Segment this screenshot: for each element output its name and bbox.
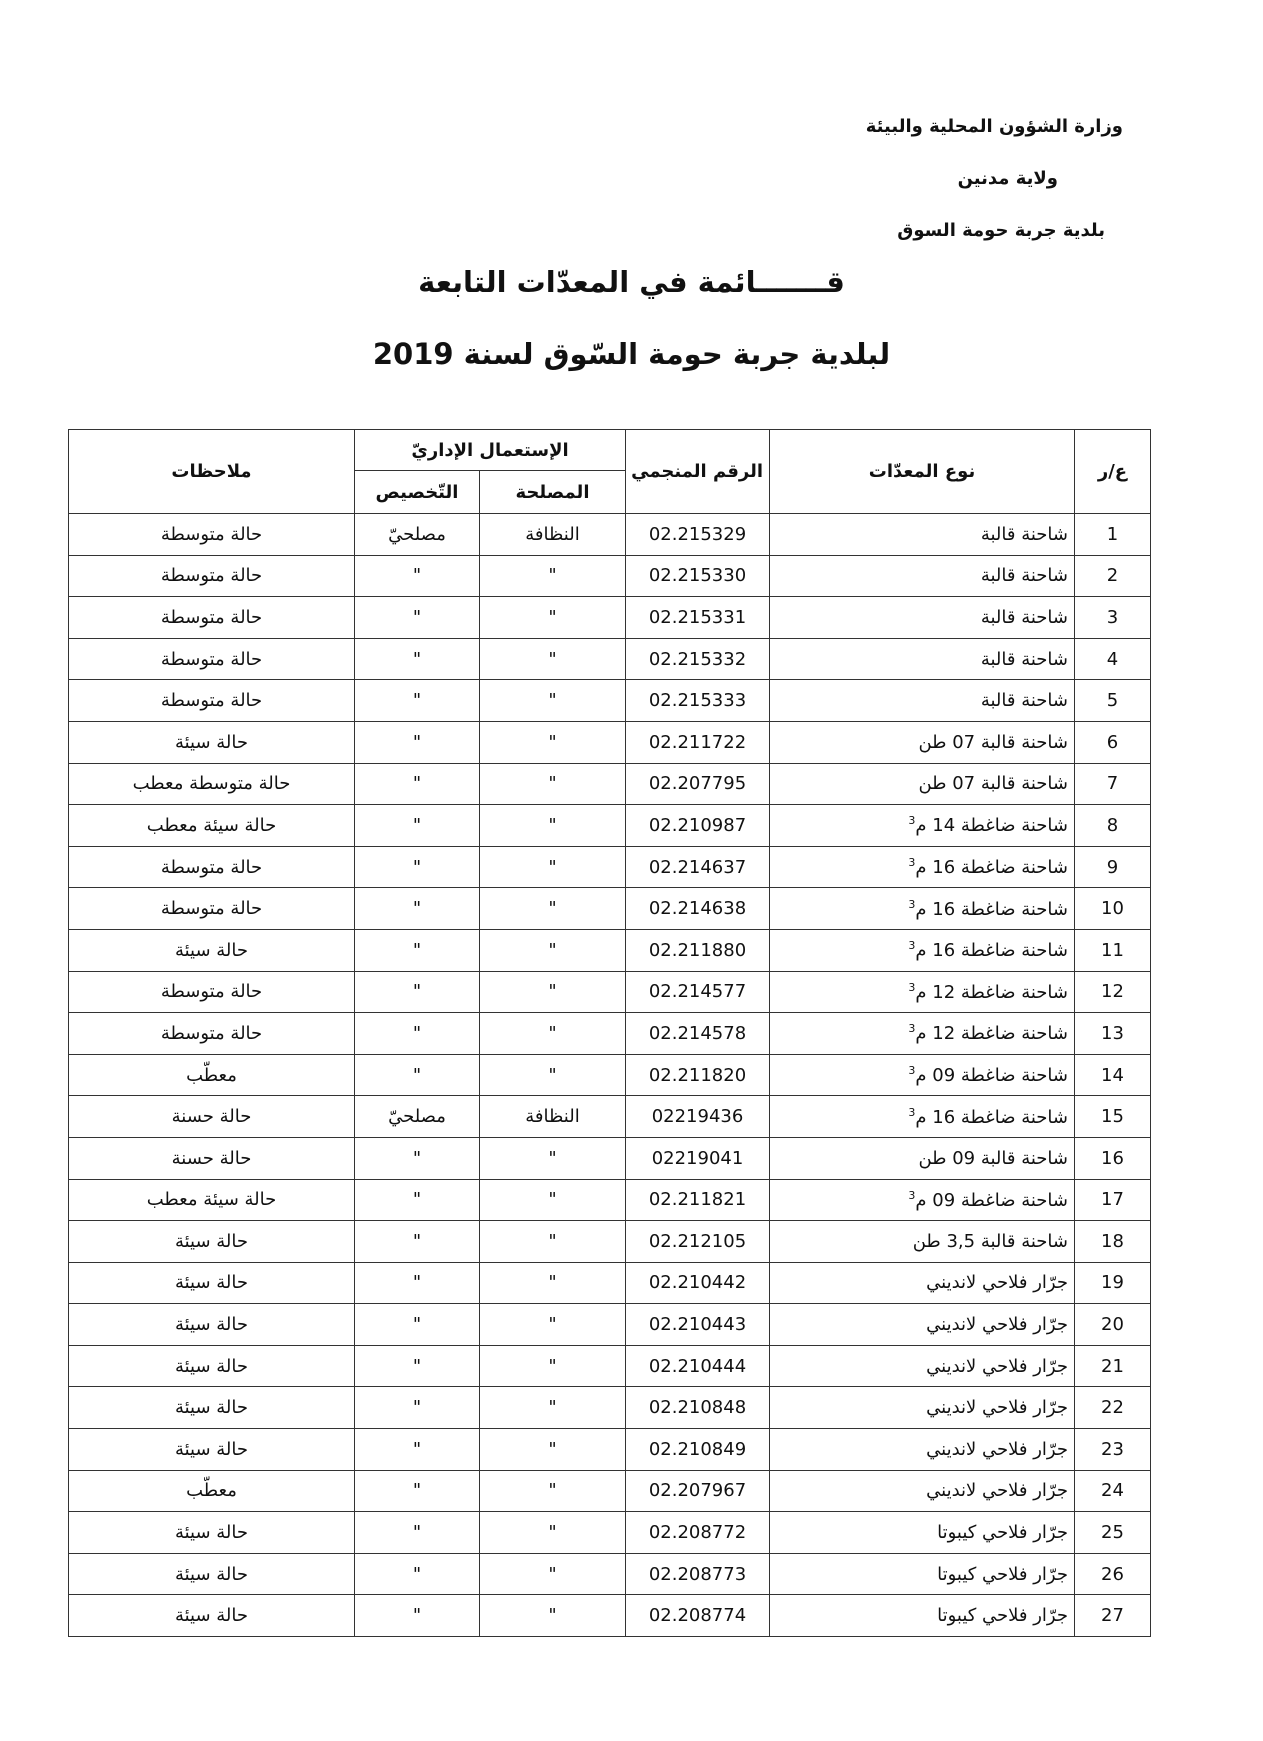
header-notes: ملاحظات (69, 430, 355, 514)
row-notes: حالة سيئة معطب (69, 1179, 355, 1221)
row-registration: 02.215329 (626, 514, 770, 556)
table-row (69, 1387, 1151, 1429)
row-notes: حالة متوسطة (69, 555, 355, 597)
row-registration: 02.214638 (626, 888, 770, 930)
row-num: 25 (1075, 1512, 1151, 1554)
equipment-type-text: شاحنة ضاغطة 09 م (915, 1189, 1068, 1211)
row-registration: 02.214637 (626, 846, 770, 888)
equipment-type-text: جرّار فلاحي لانديني (926, 1272, 1068, 1294)
table-row (69, 1137, 1151, 1179)
row-equipment-type (770, 680, 1075, 722)
row-service: " (480, 763, 626, 805)
equipment-type-text: جرّار فلاحي كيبوتا (937, 1522, 1068, 1544)
document-header (866, 112, 1123, 268)
equipment-type-text: شاحنة ضاغطة 12 م (915, 1023, 1068, 1045)
equipment-type-text: شاحنة قالبة (980, 523, 1068, 545)
equipment-type-text: شاحنة قالبة (980, 648, 1068, 670)
table-row (69, 805, 1151, 847)
row-service: " (480, 555, 626, 597)
table-row (69, 1595, 1151, 1637)
row-allocation: " (355, 680, 480, 722)
header-num: ع/ر (1075, 430, 1151, 514)
equipment-type-text: شاحنة قالبة 09 طن (918, 1147, 1068, 1169)
row-num: 26 (1075, 1553, 1151, 1595)
row-allocation: " (355, 555, 480, 597)
row-service: " (480, 1179, 626, 1221)
equipment-type-text: جرّار فلاحي لانديني (926, 1397, 1068, 1419)
unit-superscript: 3 (908, 980, 916, 994)
equipment-type-text: شاحنة ضاغطة 16 م (915, 940, 1068, 962)
row-allocation: " (355, 1054, 480, 1096)
row-service: " (480, 721, 626, 763)
row-service: " (480, 888, 626, 930)
equipment-type-text: شاحنة قالبة (980, 690, 1068, 712)
unit-superscript: 3 (908, 939, 916, 953)
equipment-type-text: شاحنة ضاغطة 14 م (915, 815, 1068, 837)
ministry-name: وزارة الشؤون المحلية والبيئة (865, 116, 1123, 137)
table-row (69, 597, 1151, 639)
row-num: 15 (1075, 1096, 1151, 1138)
row-equipment-type (770, 1096, 1075, 1138)
row-notes: حالة متوسطة (69, 514, 355, 556)
row-allocation: " (355, 1470, 480, 1512)
row-allocation: " (355, 1429, 480, 1471)
row-notes: حالة متوسطة معطب (69, 763, 355, 805)
row-service: " (480, 597, 626, 639)
row-service: " (480, 971, 626, 1013)
row-service: " (480, 1595, 626, 1637)
row-equipment-type (770, 1429, 1075, 1471)
row-num: 18 (1075, 1221, 1151, 1263)
row-service: " (480, 1137, 626, 1179)
row-equipment-type (770, 721, 1075, 763)
row-allocation: " (355, 846, 480, 888)
row-allocation: مصلحيّ (355, 514, 480, 556)
equipment-type-text: شاحنة قالبة (980, 606, 1068, 628)
equipment-type-text: شاحنة قالبة (980, 565, 1068, 587)
row-registration: 02.207795 (626, 763, 770, 805)
table-row (69, 1345, 1151, 1387)
row-allocation: " (355, 929, 480, 971)
row-num: 1 (1075, 514, 1151, 556)
row-num: 17 (1075, 1179, 1151, 1221)
row-service: " (480, 929, 626, 971)
header-equipment-type: نوع المعدّات (770, 430, 1075, 514)
row-service: " (480, 1054, 626, 1096)
row-allocation: " (355, 1387, 480, 1429)
row-registration: 02.210444 (626, 1345, 770, 1387)
row-registration: 02.210443 (626, 1304, 770, 1346)
row-equipment-type (770, 1054, 1075, 1096)
header-admin-use: الإستعمال الإداريّ (355, 430, 626, 471)
row-notes: حالة سيئة (69, 1595, 355, 1637)
row-service: " (480, 1262, 626, 1304)
row-equipment-type (770, 1262, 1075, 1304)
row-notes: حالة سيئة معطب (69, 805, 355, 847)
equipment-type-text: جرّار فلاحي لانديني (926, 1314, 1068, 1336)
row-registration: 02219041 (626, 1137, 770, 1179)
row-registration: 02.215333 (626, 680, 770, 722)
row-num: 16 (1075, 1137, 1151, 1179)
row-service: " (480, 1387, 626, 1429)
row-allocation: " (355, 1137, 480, 1179)
row-registration: 02.215331 (626, 597, 770, 639)
row-notes: حالة سيئة (69, 1429, 355, 1471)
row-equipment-type (770, 846, 1075, 888)
table-row (69, 555, 1151, 597)
row-allocation: مصلحيّ (355, 1096, 480, 1138)
row-allocation: " (355, 721, 480, 763)
row-service: " (480, 1553, 626, 1595)
page-title: قـــــــائمة في المعدّات التابعة (418, 265, 845, 299)
row-num: 13 (1075, 1013, 1151, 1055)
row-registration: 02.212105 (626, 1221, 770, 1263)
row-equipment-type (770, 971, 1075, 1013)
row-allocation: " (355, 1595, 480, 1637)
row-num: 2 (1075, 555, 1151, 597)
table-row (69, 1429, 1151, 1471)
table-body (69, 514, 1151, 1637)
header-allocation: التّخصيص (355, 471, 480, 514)
row-allocation: " (355, 1221, 480, 1263)
row-equipment-type (770, 1137, 1075, 1179)
equipment-type-text: شاحنة ضاغطة 12 م (915, 981, 1068, 1003)
unit-superscript: 3 (908, 1022, 916, 1036)
row-num: 8 (1075, 805, 1151, 847)
row-num: 6 (1075, 721, 1151, 763)
row-equipment-type (770, 929, 1075, 971)
row-registration: 02.215332 (626, 638, 770, 680)
row-equipment-type (770, 805, 1075, 847)
row-notes: حالة سيئة (69, 1221, 355, 1263)
row-allocation: " (355, 1345, 480, 1387)
row-equipment-type (770, 1179, 1075, 1221)
row-registration: 02.208773 (626, 1553, 770, 1595)
row-service: " (480, 638, 626, 680)
equipment-type-text: شاحنة قالبة 07 طن (918, 731, 1068, 753)
row-equipment-type (770, 1345, 1075, 1387)
row-allocation: " (355, 1512, 480, 1554)
equipment-type-text: شاحنة قالبة 3,5 طن (912, 1230, 1068, 1252)
equipment-type-text: جرّار فلاحي كيبوتا (937, 1563, 1068, 1585)
row-service: " (480, 1345, 626, 1387)
row-equipment-type (770, 763, 1075, 805)
row-service: النظافة (480, 1096, 626, 1138)
row-equipment-type (770, 555, 1075, 597)
row-equipment-type (770, 1553, 1075, 1595)
row-notes: حالة متوسطة (69, 846, 355, 888)
row-registration: 02.210848 (626, 1387, 770, 1429)
row-service: " (480, 1304, 626, 1346)
row-service: " (480, 680, 626, 722)
row-registration: 02219436 (626, 1096, 770, 1138)
row-registration: 02.210442 (626, 1262, 770, 1304)
row-num: 9 (1075, 846, 1151, 888)
row-num: 7 (1075, 763, 1151, 805)
table-row (69, 971, 1151, 1013)
table-row (69, 1096, 1151, 1138)
row-notes: حالة متوسطة (69, 971, 355, 1013)
unit-superscript: 3 (908, 897, 916, 911)
row-registration: 02.210987 (626, 805, 770, 847)
row-notes: حالة سيئة (69, 929, 355, 971)
row-equipment-type (770, 1512, 1075, 1554)
table-row (69, 1470, 1151, 1512)
governorate-name: ولاية مدنين (957, 168, 1058, 189)
row-allocation: " (355, 1179, 480, 1221)
row-allocation: " (355, 1013, 480, 1055)
row-registration: 02.214578 (626, 1013, 770, 1055)
row-num: 5 (1075, 680, 1151, 722)
unit-superscript: 3 (908, 1064, 916, 1078)
row-num: 27 (1075, 1595, 1151, 1637)
table-row (69, 1179, 1151, 1221)
municipality-name: بلدية جربة حومة السوق (897, 220, 1105, 241)
row-registration: 02.214577 (626, 971, 770, 1013)
unit-superscript: 3 (908, 814, 916, 828)
row-num: 22 (1075, 1387, 1151, 1429)
row-allocation: " (355, 1262, 480, 1304)
row-num: 19 (1075, 1262, 1151, 1304)
table-row (69, 1221, 1151, 1263)
row-registration: 02.211820 (626, 1054, 770, 1096)
row-num: 11 (1075, 929, 1151, 971)
row-equipment-type (770, 1595, 1075, 1637)
row-allocation: " (355, 597, 480, 639)
row-allocation: " (355, 638, 480, 680)
row-equipment-type (770, 1013, 1075, 1055)
equipment-type-text: شاحنة ضاغطة 16 م (915, 898, 1068, 920)
table-row (69, 1054, 1151, 1096)
table-row (69, 1304, 1151, 1346)
row-registration: 02.211880 (626, 929, 770, 971)
equipment-type-text: شاحنة ضاغطة 16 م (915, 1106, 1068, 1128)
table-row (69, 514, 1151, 556)
row-notes: حالة سيئة (69, 1512, 355, 1554)
row-registration: 02.210849 (626, 1429, 770, 1471)
row-service: " (480, 1013, 626, 1055)
row-equipment-type (770, 888, 1075, 930)
header-service: المصلحة (480, 471, 626, 514)
table-row (69, 1512, 1151, 1554)
table-row (69, 929, 1151, 971)
row-notes: حالة سيئة (69, 1553, 355, 1595)
row-num: 14 (1075, 1054, 1151, 1096)
equipment-type-text: جرّار فلاحي لانديني (926, 1438, 1068, 1460)
row-notes: حالة متوسطة (69, 1013, 355, 1055)
row-allocation: " (355, 805, 480, 847)
row-service: " (480, 1221, 626, 1263)
row-notes: حالة متوسطة (69, 638, 355, 680)
row-allocation: " (355, 1304, 480, 1346)
row-notes: حالة سيئة (69, 1262, 355, 1304)
row-num: 3 (1075, 597, 1151, 639)
row-allocation: " (355, 763, 480, 805)
row-notes: حالة سيئة (69, 1304, 355, 1346)
row-service: " (480, 846, 626, 888)
equipment-type-text: شاحنة ضاغطة 16 م (915, 857, 1068, 879)
row-num: 12 (1075, 971, 1151, 1013)
row-service: " (480, 1470, 626, 1512)
row-notes: حالة حسنة (69, 1137, 355, 1179)
row-num: 21 (1075, 1345, 1151, 1387)
row-registration: 02.208774 (626, 1595, 770, 1637)
row-notes: حالة متوسطة (69, 888, 355, 930)
unit-superscript: 3 (908, 856, 916, 870)
equipment-table (68, 429, 1151, 1637)
row-notes: حالة سيئة (69, 1345, 355, 1387)
row-service: النظافة (480, 514, 626, 556)
row-equipment-type (770, 597, 1075, 639)
row-notes: حالة متوسطة (69, 680, 355, 722)
row-registration: 02.211821 (626, 1179, 770, 1221)
header-registration: الرقم المنجمي (626, 430, 770, 514)
row-equipment-type (770, 638, 1075, 680)
row-allocation: " (355, 1553, 480, 1595)
table-row (69, 680, 1151, 722)
table-row (69, 721, 1151, 763)
row-allocation: " (355, 971, 480, 1013)
row-notes: حالة سيئة (69, 1387, 355, 1429)
row-equipment-type (770, 1387, 1075, 1429)
row-registration: 02.208772 (626, 1512, 770, 1554)
row-service: " (480, 805, 626, 847)
table-row (69, 1262, 1151, 1304)
equipment-type-text: جرّار فلاحي كيبوتا (937, 1605, 1068, 1627)
row-num: 10 (1075, 888, 1151, 930)
row-allocation: " (355, 888, 480, 930)
row-equipment-type (770, 1470, 1075, 1512)
table-row (69, 638, 1151, 680)
row-notes: حالة حسنة (69, 1096, 355, 1138)
row-num: 20 (1075, 1304, 1151, 1346)
row-notes: حالة سيئة (69, 721, 355, 763)
equipment-type-text: شاحنة قالبة 07 طن (918, 773, 1068, 795)
unit-superscript: 3 (908, 1188, 916, 1202)
row-registration: 02.207967 (626, 1470, 770, 1512)
row-equipment-type (770, 1221, 1075, 1263)
row-notes: معطّب (69, 1054, 355, 1096)
equipment-type-text: جرّار فلاحي لانديني (926, 1480, 1068, 1502)
table-row (69, 763, 1151, 805)
row-service: " (480, 1512, 626, 1554)
row-notes: حالة متوسطة (69, 597, 355, 639)
table-row (69, 888, 1151, 930)
table-row (69, 846, 1151, 888)
row-service: " (480, 1429, 626, 1471)
table-row (69, 1013, 1151, 1055)
row-notes: معطّب (69, 1470, 355, 1512)
equipment-type-text: جرّار فلاحي لانديني (926, 1355, 1068, 1377)
row-registration: 02.211722 (626, 721, 770, 763)
table-row (69, 1553, 1151, 1595)
unit-superscript: 3 (908, 1105, 916, 1119)
row-registration: 02.215330 (626, 555, 770, 597)
row-num: 24 (1075, 1470, 1151, 1512)
row-num: 23 (1075, 1429, 1151, 1471)
row-equipment-type (770, 1304, 1075, 1346)
row-num: 4 (1075, 638, 1151, 680)
equipment-type-text: شاحنة ضاغطة 09 م (915, 1065, 1068, 1087)
row-equipment-type (770, 514, 1075, 556)
page-subtitle: لبلدية جربة حومة السّوق لسنة 2019 (372, 337, 891, 371)
